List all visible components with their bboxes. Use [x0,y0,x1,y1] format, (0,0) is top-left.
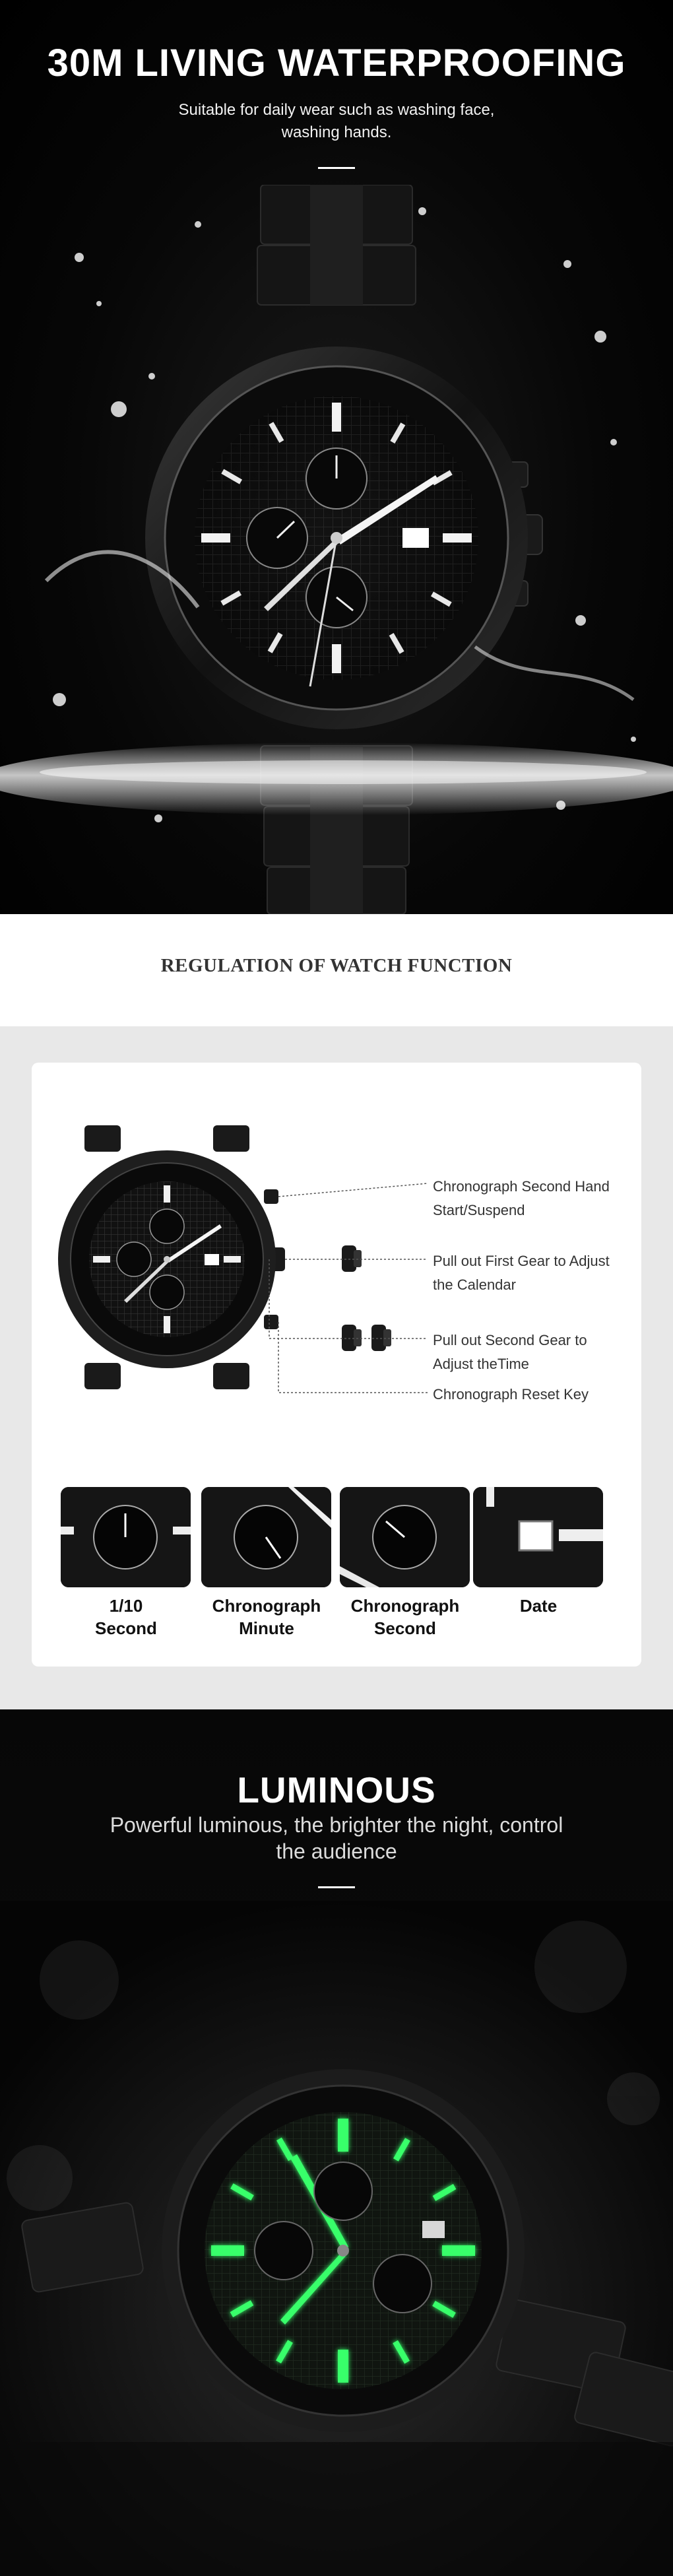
callout-adjust-calendar-line2: the Calendar [433,1276,516,1293]
label-chrono-minute-line1: Chronograph [212,1596,321,1616]
luminous-section [0,1709,673,2576]
regulation-section [0,1026,673,1709]
title-divider [318,167,355,169]
callout-start-suspend-line2: Start/Suspend [433,1202,525,1218]
label-chrono-second-line1: Chronograph [350,1596,460,1616]
thumb-chrono-second [340,1487,470,1587]
callout-adjust-calendar [433,1249,631,1297]
label-date [466,1595,611,1617]
thumb-tenth-second [61,1487,191,1587]
luminous-subtitle [0,1812,673,1865]
regulation-card [32,1063,641,1667]
title-divider [318,1886,355,1888]
waterproof-subtitle [0,99,673,144]
label-chrono-second [333,1595,478,1639]
callout-adjust-calendar-line1: Pull out First Gear to Adjust [433,1253,610,1269]
callout-start-suspend-line1: Chronograph Second Hand [433,1178,610,1195]
label-chrono-minute [194,1595,339,1639]
regulation-header [0,914,673,1026]
label-chrono-minute-line2: Minute [239,1618,294,1638]
callout-reset-key-line1: Chronograph Reset Key [433,1386,589,1403]
watch-water-splash-image [0,185,673,914]
luminous-watch-image [0,1901,673,2576]
callout-adjust-time [433,1329,631,1376]
luminous-subtitle-line1: Powerful luminous, the brighter the night, control [110,1813,563,1837]
waterproof-subtitle-line1: Suitable for daily wear such as washing face, [178,101,495,119]
callout-adjust-time-line1: Pull out Second Gear to [433,1332,587,1348]
thumb-chrono-minute [201,1487,331,1587]
callout-start-suspend [433,1175,631,1222]
label-chrono-second-line2: Second [374,1618,436,1638]
luminous-title: LUMINOUS [237,1769,436,1810]
label-tenth-second-line1: 1/10 [109,1596,143,1616]
callout-reset-key [433,1383,631,1406]
callout-adjust-time-line2: Adjust theTime [433,1356,529,1372]
label-tenth-second [53,1595,199,1639]
luminous-subtitle-line2: the audience [276,1839,397,1863]
waterproof-section [0,0,673,914]
thumb-date [473,1487,603,1587]
waterproof-subtitle-line2: washing hands. [281,123,392,141]
waterproof-title: 30M LIVING WATERPROOFING [47,42,626,84]
function-thumbnails [61,1487,612,1638]
regulation-title: REGULATION OF WATCH FUNCTION [160,955,513,976]
label-date-line1: Date [519,1596,558,1616]
label-tenth-second-line2: Second [95,1618,157,1638]
watch-function-diagram [32,1063,641,1432]
